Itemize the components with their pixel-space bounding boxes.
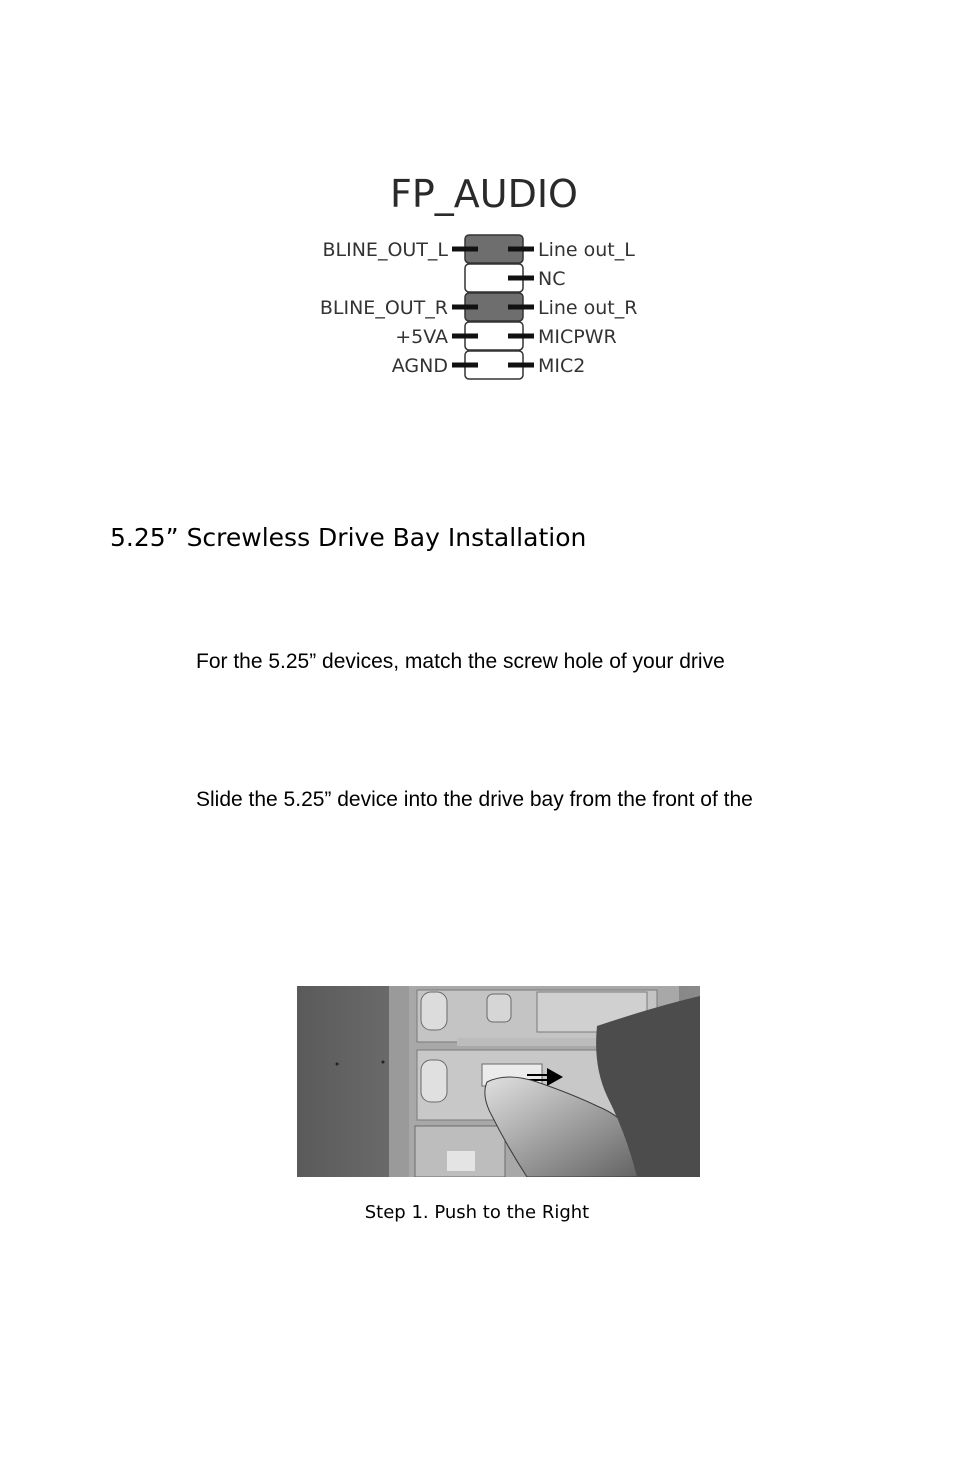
drive-bay-photo-illustration xyxy=(297,986,700,1177)
pin-label-left-3: BLINE_OUT_R xyxy=(319,297,448,319)
drive-bay-photo xyxy=(297,986,700,1177)
pin-label-right-3: Line out_R xyxy=(538,297,638,319)
pin-label-right-2: NC xyxy=(538,268,566,290)
fp-audio-diagram xyxy=(290,165,670,395)
pin-label-left-5: AGND xyxy=(391,355,448,377)
pin-label-left-4: +5VA xyxy=(395,326,448,348)
figure-caption: Step 1. Push to the Right xyxy=(364,1202,590,1223)
pin-label-right-5: MIC2 xyxy=(538,355,586,377)
diagram-title: FP_AUDIO xyxy=(390,172,578,216)
instruction-paragraph-2: Slide the 5.25” device into the drive bay from the front of the xyxy=(196,788,753,811)
section-heading: 5.25” Screwless Drive Bay Installation xyxy=(110,523,587,552)
fp-audio-pinout-svg xyxy=(290,165,670,395)
instruction-paragraph-1: For the 5.25” devices, match the screw hole of your drive xyxy=(196,650,725,673)
pin-label-right-1: Line out_L xyxy=(538,239,635,261)
pin-label-left-1: BLINE_OUT_L xyxy=(322,239,448,261)
pin-label-right-4: MICPWR xyxy=(538,326,617,348)
